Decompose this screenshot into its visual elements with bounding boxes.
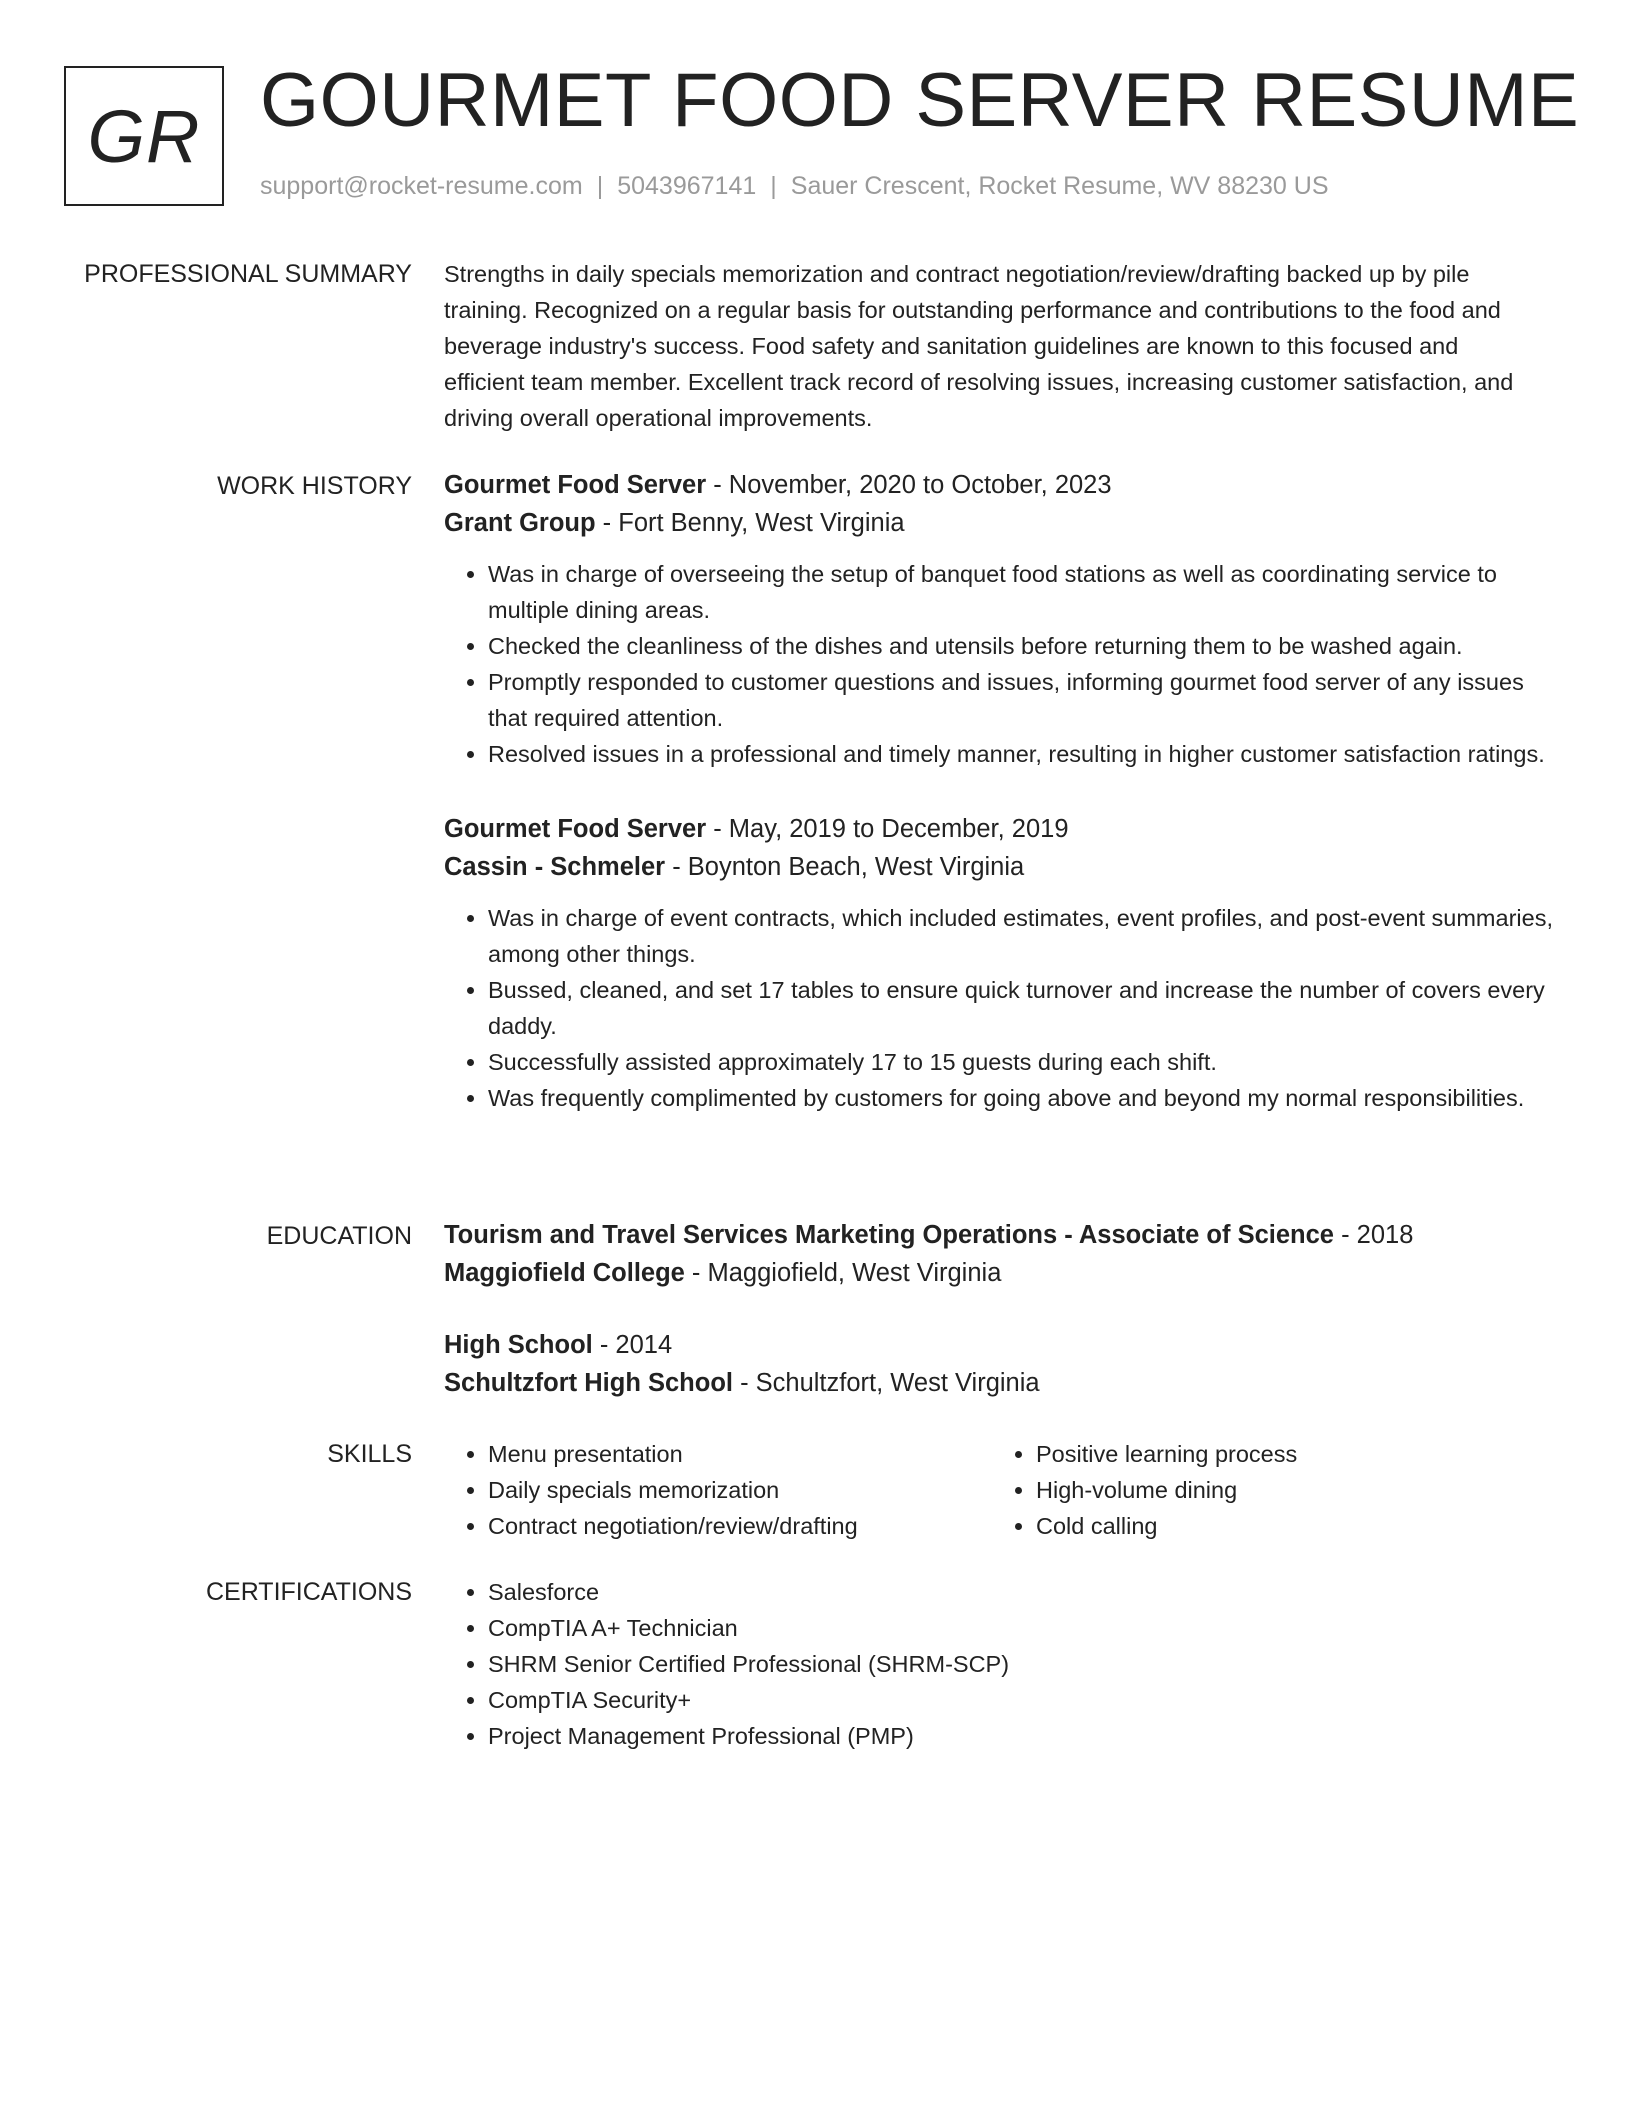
education-entry <box>444 1326 1564 1402</box>
section-label-summary: PROFESSIONAL SUMMARY <box>84 260 412 288</box>
certification-item: • SHRM Senior Certified Professional (SHRM-SCP) <box>488 1646 1564 1682</box>
work-history-body <box>444 466 1564 1154</box>
job-bullet: • Successfully assisted approximately 17 to 15 guests during each shift. <box>488 1044 1564 1080</box>
job-dates: - May, 2019 to December, 2019 <box>706 815 1069 843</box>
education-degree: High School <box>444 1331 593 1359</box>
job-dates: - November, 2020 to October, 2023 <box>706 471 1112 499</box>
certifications-body <box>444 1574 1564 1754</box>
certification-item: • CompTIA Security+ <box>488 1682 1564 1718</box>
certification-item: • CompTIA A+ Technician <box>488 1610 1564 1646</box>
job-bullet: • Resolved issues in a professional and timely manner, resulting in higher customer satisfaction ratings. <box>488 736 1564 772</box>
skill-item: • Daily specials memorization <box>488 1472 992 1508</box>
skill-item: • Menu presentation <box>488 1436 992 1472</box>
certification-item: • Salesforce <box>488 1574 1564 1610</box>
skill-item: • Contract negotiation/review/drafting <box>488 1508 992 1544</box>
education-degree: Tourism and Travel Services Marketing Operations - Associate of Science <box>444 1221 1334 1249</box>
skill-item: • Positive learning process <box>1036 1436 1596 1472</box>
education-location: - Schultzfort, West Virginia <box>732 1369 1040 1397</box>
certifications-list <box>444 1574 1564 1754</box>
job-bullet: • Was in charge of overseeing the setup of banquet food stations as well as coordinating service to multiple dining areas. <box>488 556 1564 628</box>
job-bullet: • Was in charge of event contracts, which included estimates, event profiles, and post-event summaries, among other things. <box>488 900 1564 972</box>
contact-address: Sauer Crescent, Rocket Resume, WV 88230 US <box>790 172 1329 200</box>
job-bullet: • Bussed, cleaned, and set 17 tables to ensure quick turnover and increase the number of covers every daddy. <box>488 972 1564 1044</box>
job-company-line <box>444 848 1564 886</box>
section-label-certifications: CERTIFICATIONS <box>205 1578 412 1606</box>
section-label-education: EDUCATION <box>266 1222 412 1250</box>
skills-list-left <box>444 1436 992 1544</box>
job-title: Gourmet Food Server <box>444 815 707 843</box>
job-entry <box>444 810 1564 1116</box>
job-bullets <box>444 900 1564 1116</box>
skills-list-right <box>992 1436 1596 1544</box>
summary-body <box>444 256 1564 436</box>
job-company: Grant Group <box>444 509 596 537</box>
skills-columns <box>444 1436 1564 1544</box>
job-entry <box>444 466 1564 772</box>
section-label-work-history: WORK HISTORY <box>217 472 412 500</box>
education-school-line <box>444 1364 1564 1402</box>
certification-item: • Project Management Professional (PMP) <box>488 1718 1564 1754</box>
skill-item: • High-volume dining <box>1036 1472 1596 1508</box>
education-school: Maggiofield College <box>444 1259 685 1287</box>
contact-phone: 5043967141 <box>617 172 757 200</box>
job-bullet: • Was frequently complimented by customers for going above and beyond my normal responsibilities. <box>488 1080 1564 1116</box>
job-company-line <box>444 504 1564 542</box>
job-title-line <box>444 810 1564 848</box>
education-degree-line <box>444 1326 1564 1364</box>
contact-email: support@rocket-resume.com <box>260 172 583 200</box>
education-body <box>444 1216 1564 1436</box>
education-location: - Maggiofield, West Virginia <box>684 1259 1002 1287</box>
education-entry <box>444 1216 1564 1292</box>
job-location: - Fort Benny, West Virginia <box>595 509 905 537</box>
skill-item: • Cold calling <box>1036 1508 1596 1544</box>
job-bullet: • Promptly responded to customer questions and issues, informing gourmet food server of any issues that required attention. <box>488 664 1564 736</box>
job-bullets <box>444 556 1564 772</box>
education-year: - 2018 <box>1334 1221 1414 1249</box>
monogram-initials: GR <box>87 94 201 178</box>
job-bullet: • Checked the cleanliness of the dishes and utensils before returning them to be washed again. <box>488 628 1564 664</box>
job-location: - Boynton Beach, West Virginia <box>665 853 1025 881</box>
education-school-line <box>444 1254 1564 1292</box>
education-school: Schultzfort High School <box>444 1369 733 1397</box>
summary-text: Strengths in daily specials memorization and contract negotiation/review/drafting backed up by pile training. Recognized on a regular basis for outstanding performance and contributions to the food and beverage industry's success. Food safety and sanitation guidelines are known to this focused and efficient team member. Excellent track record of resolving issues, increasing customer satisfaction, and driving overall operational improvements. <box>444 261 1514 431</box>
contact-line <box>260 172 1329 201</box>
job-title-line <box>444 466 1564 504</box>
page-title: GOURMET FOOD SERVER RESUME <box>260 58 1580 143</box>
job-title: Gourmet Food Server <box>444 471 707 499</box>
contact-separator: | <box>770 172 777 200</box>
education-degree-line <box>444 1216 1564 1254</box>
skills-body <box>444 1436 1564 1544</box>
job-company: Cassin - Schmeler <box>444 853 666 881</box>
section-label-skills: SKILLS <box>327 1440 412 1468</box>
education-year: - 2014 <box>592 1331 673 1359</box>
monogram-box <box>64 66 224 206</box>
contact-separator: | <box>596 172 604 200</box>
